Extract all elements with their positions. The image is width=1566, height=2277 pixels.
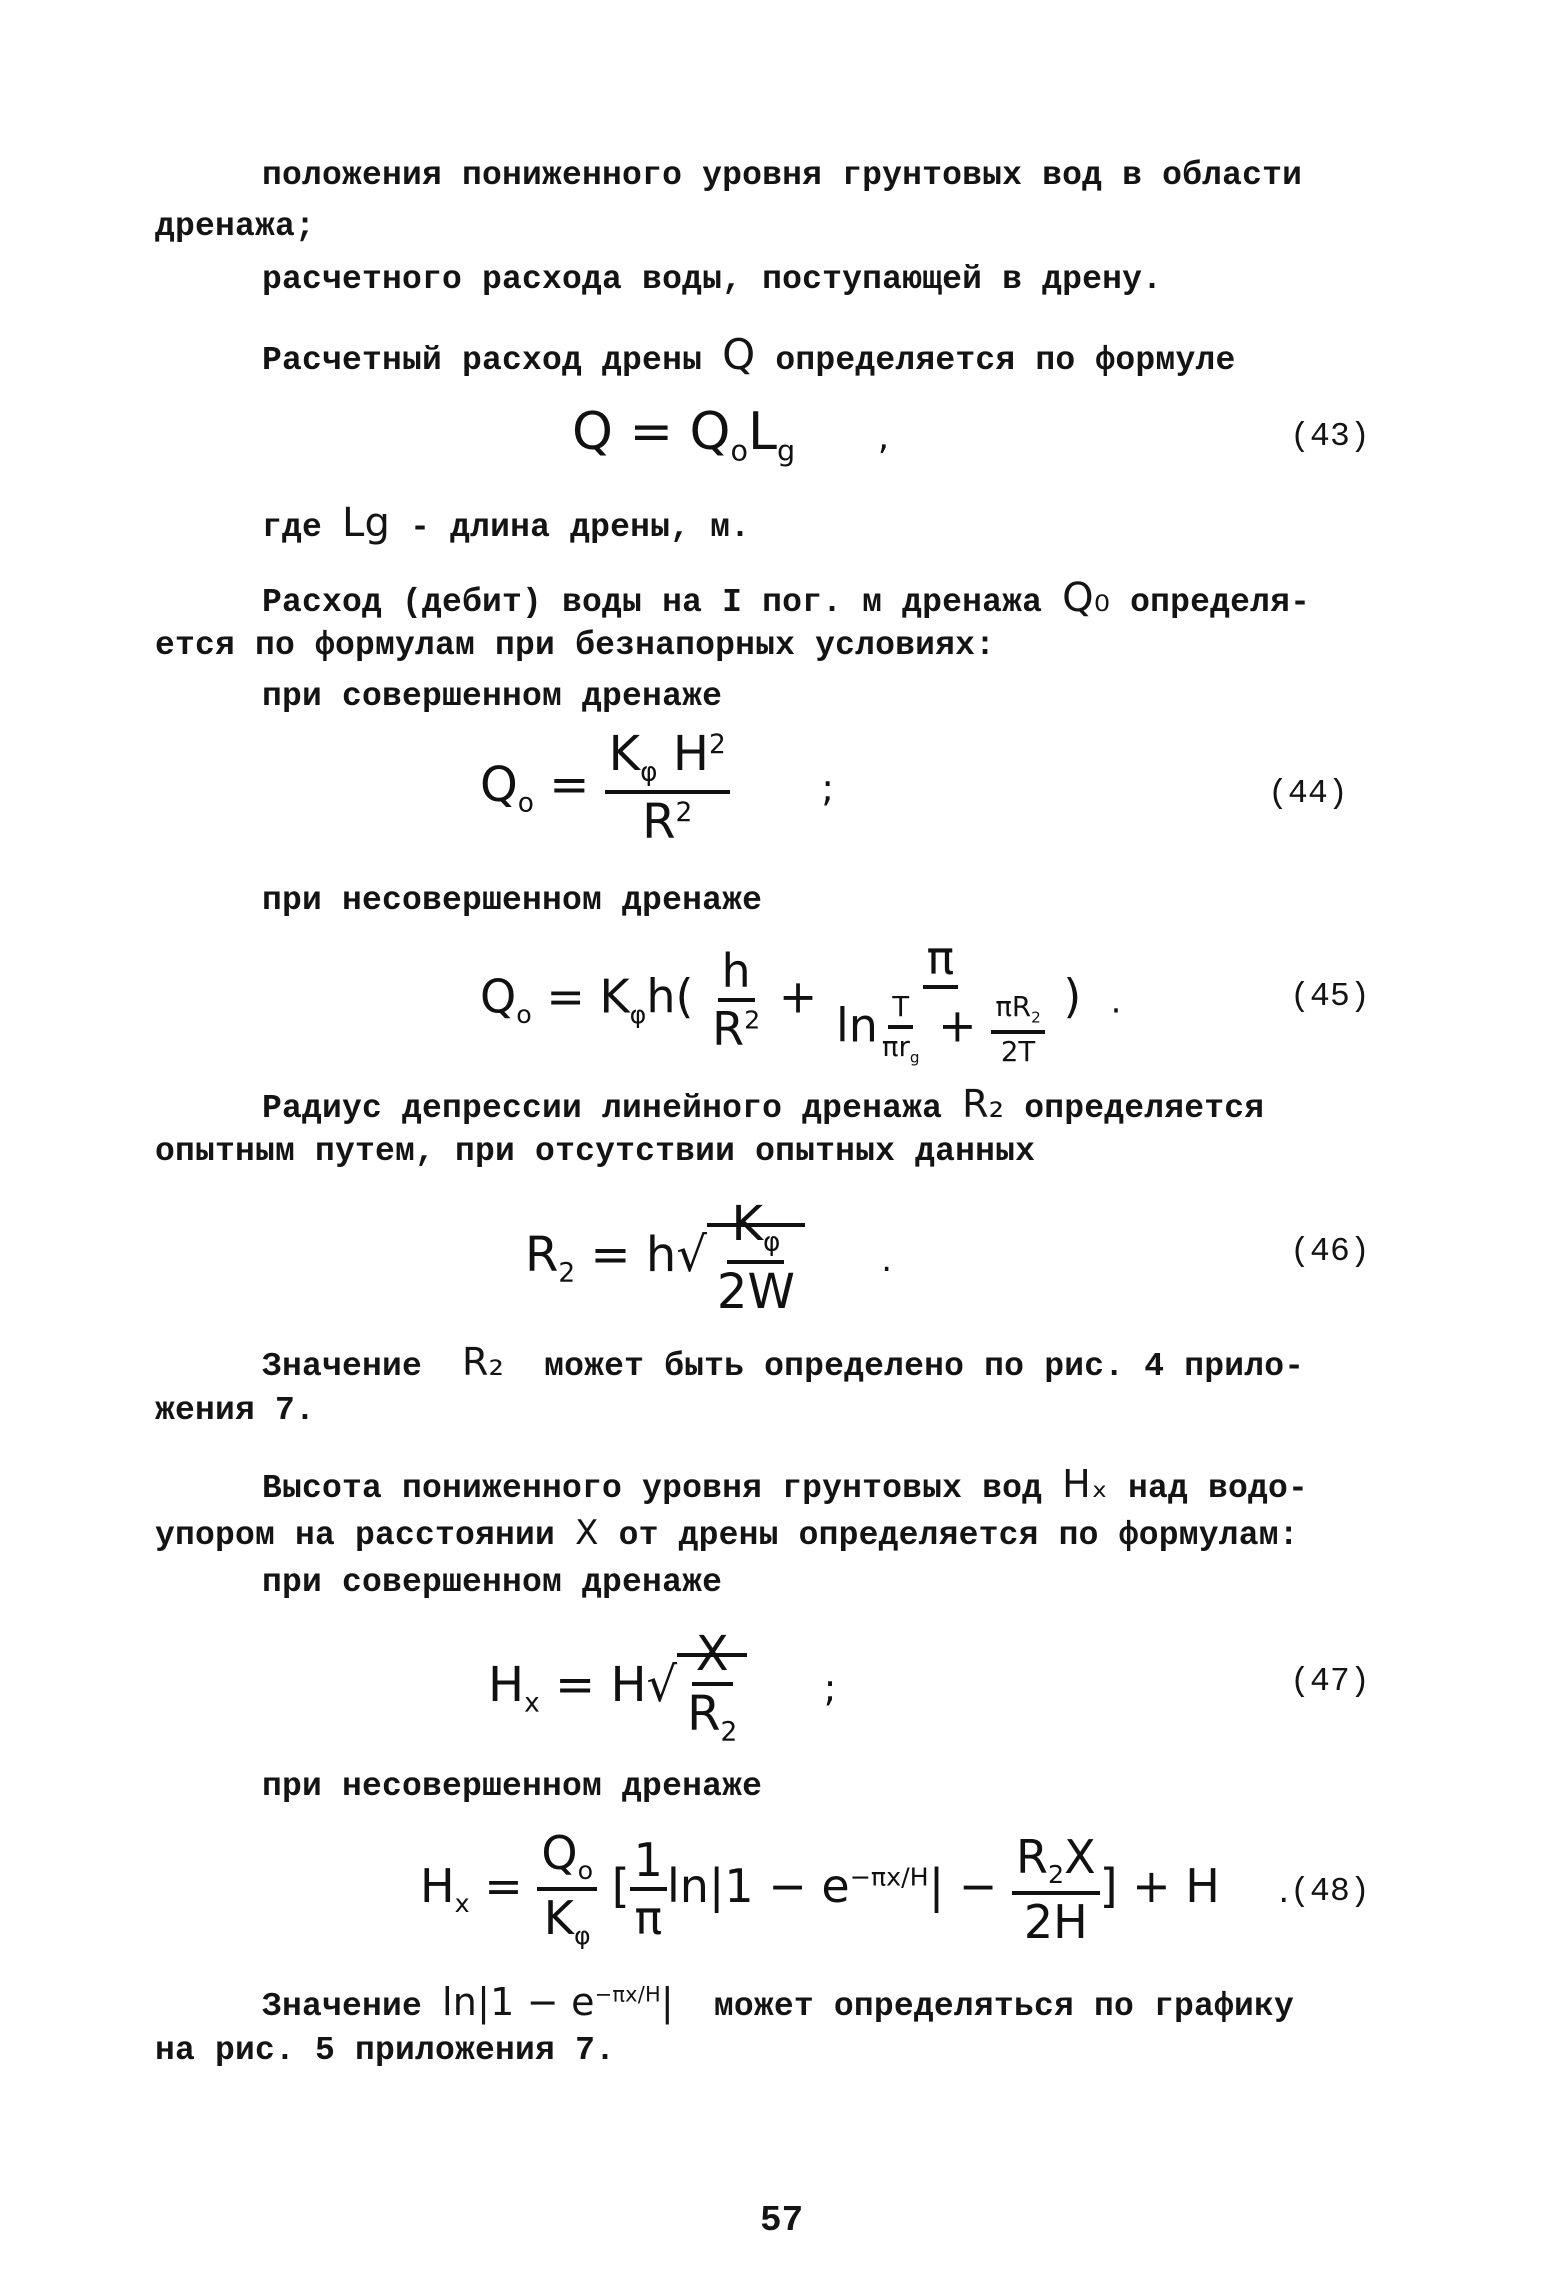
- equation-number: (47): [1290, 1663, 1371, 1700]
- text-line: на рис. 5 приложения 7.: [155, 2032, 616, 2069]
- symbol-Q: Q: [722, 330, 756, 379]
- equation-number: (48): [1290, 1873, 1371, 1910]
- formula-45: $Q_o = K_\varphi h$( $\frac{h}{R^2}$ + π ln $\frac{T}{\pi r_g}$ + $\frac{\pi R_2}{2T}$ ) .: [480, 931, 1122, 1068]
- text-line: при совершенном дренаже: [262, 1564, 723, 1601]
- text-line: при несовершенном дренаже: [262, 882, 763, 919]
- text-line: жения 7.: [155, 1392, 316, 1429]
- text-line: Значение $\ln|1 - e^{-\pi x/H}|$ может определяться по графику: [262, 1980, 1294, 2025]
- page-number: 57: [760, 2200, 804, 2241]
- equation-number: (44): [1268, 775, 1349, 812]
- formula-44: $Q_o$ = $\frac{K_\varphi H^2}{R^2}$ ;: [480, 726, 835, 850]
- text-line: опытным путем, при отсутствии опытных данных: [155, 1133, 1036, 1170]
- text-line: ется по формулам при безнапорных условиях:: [155, 627, 996, 664]
- equation-number: (45): [1290, 978, 1371, 1015]
- text-line: где Lg - длина дрены, м.: [262, 500, 751, 546]
- text-line: Расход (дебит) воды на I пог. м дренажа Q₀ определя-: [262, 575, 1311, 621]
- text-line: дренажа;: [155, 208, 316, 245]
- equation-number: (46): [1290, 1233, 1371, 1270]
- text-line: Расчетный расход дрены Q определяется по формуле: [262, 330, 1236, 379]
- text-line: при несовершенном дренаже: [262, 1768, 763, 1805]
- formula-46: $R_2 = h√$ $\frac{K_\varphi}{2W}$ .: [525, 1196, 893, 1320]
- text-line: положения пониженного уровня грунтовых вод в области: [262, 157, 1303, 194]
- text-line: Значение R₂ может быть определено по рис. 4 прило-: [262, 1340, 1305, 1385]
- symbol-R2: R₂: [462, 1340, 505, 1384]
- formula-43: $Q = Q_oL_g$ ,: [572, 402, 890, 468]
- equation-number: (43): [1290, 418, 1371, 455]
- text-line: при совершенном дренаже: [262, 678, 723, 715]
- text-line: Высота пониженного уровня грунтовых вод Hₓ над водо-: [262, 1462, 1309, 1507]
- text-line: расчетного расхода воды, поступающей в дрену.: [262, 261, 1163, 298]
- text-line: Радиус депрессии линейного дренажа R₂ определяется: [262, 1082, 1265, 1127]
- symbol-Lg: Lg: [342, 500, 391, 546]
- text-line: упором на расстоянии X от дрены определяется по формулам:: [155, 1513, 1299, 1554]
- inline-formula: $\ln|1 - e^{-\pi x/H}|$: [442, 1980, 674, 2024]
- formula-48: $H_x$ = $\frac{Q_o}{K_\varphi}$ [ $\frac{1}{\pi}$ $\ln|1 - e^{-\pi x/H}|$ − $\frac{R_2X}{2H}$ ] + H .: [420, 1826, 1290, 1951]
- symbol-Hx: Hₓ: [1062, 1462, 1108, 1506]
- formula-47: $H_x = H√$ $\frac{X}{R_2}$ ;: [488, 1626, 837, 1748]
- symbol-R2: R₂: [962, 1082, 1005, 1126]
- symbol-X: X: [575, 1513, 599, 1553]
- symbol-Q0: Q₀: [1062, 575, 1111, 621]
